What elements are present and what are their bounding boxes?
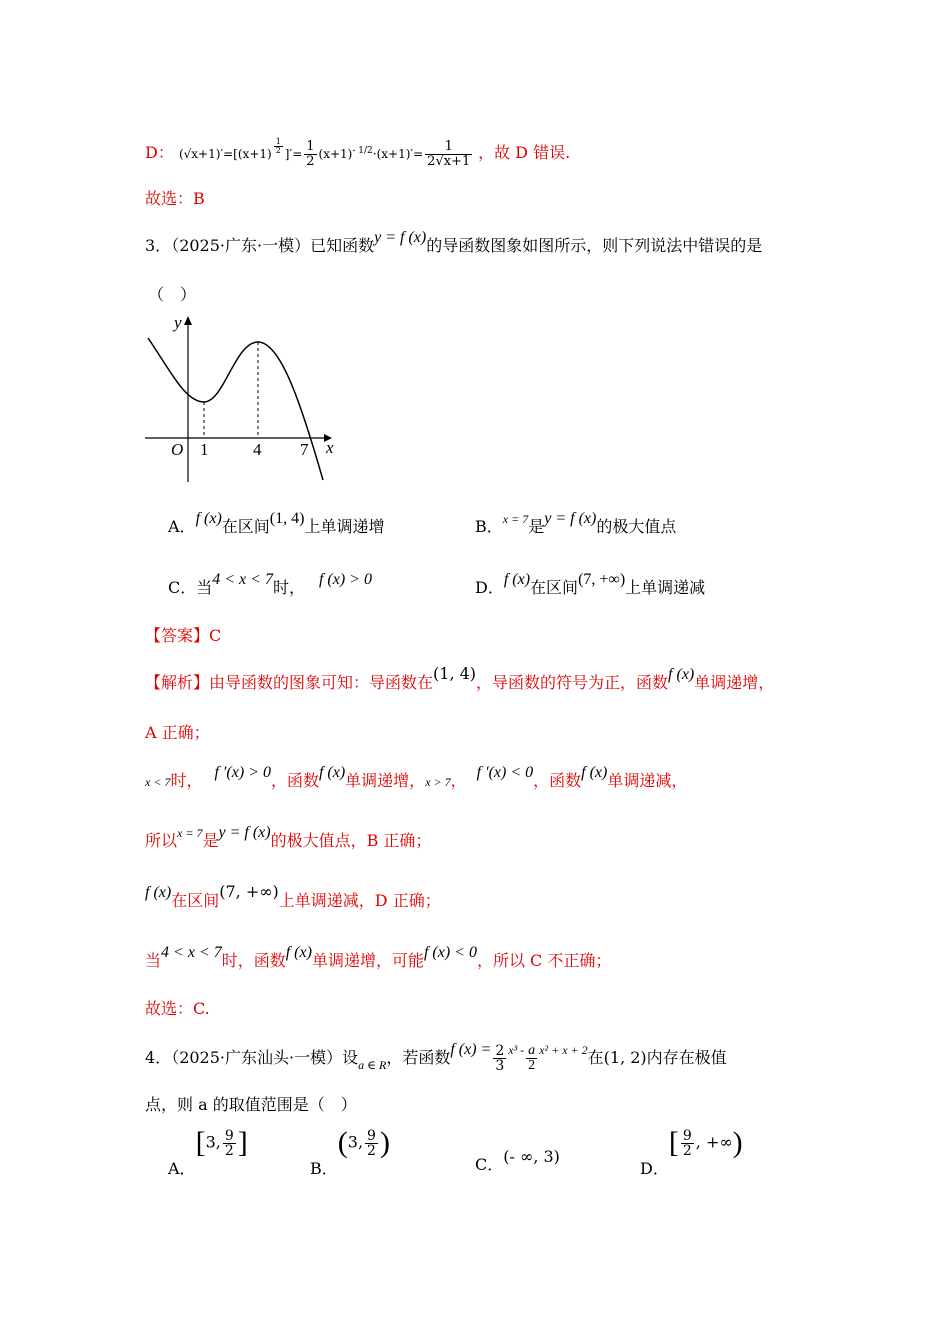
tick-4: 4 — [253, 440, 262, 459]
y-label: y — [174, 313, 182, 332]
option-d-analysis-line — [145, 137, 571, 169]
q4-option-d[interactable]: D．[ $\frac{9}{2}$ , +∞) — [640, 1126, 743, 1178]
select-b: 故选：B — [145, 189, 205, 208]
q3-option-a[interactable]: A．f (x)在区间(1, 4)上单调递增 — [168, 510, 385, 536]
analysis-line-5: f (x)在区间(7, +∞)上单调递减，D 正确； — [145, 882, 441, 910]
derivative-formula: (√x+1)′=[(x+1) $\frac{1}{2}$ ]′= $\frac{1}{2}$ $(x+1)^{- 1/2}\cdot(x+1)'=$ $\frac{1}{2√x+1}$ — [178, 137, 471, 169]
select-c: 故选：C. — [145, 999, 210, 1018]
question-3-stem: 3．（2025·广东·一模）已知函数y = f (x)的导函数图象如图所示，则下列说法中错误的是 — [145, 229, 763, 255]
question-4-stem-line-2: 点，则 a 的取值范围是（ ） — [145, 1095, 357, 1114]
analysis-line-6: 当4 < x < 7时，函数f (x)单调递增，可能f (x) < 0，所以 C 不正确； — [145, 944, 612, 970]
analysis-line-3: x < 7时， f ′(x) > 0，函数f (x)单调递增，x > 7， f ′(x) < 0，函数f (x)单调递减， — [145, 764, 688, 790]
q3-option-d[interactable]: D．f (x)在区间(7, +∞)上单调递减 — [475, 571, 706, 597]
analysis-line-4: 所以$^{x = 7}$是y = f (x)的极大值点，B 正确； — [145, 824, 432, 850]
q4-option-c[interactable]: C．(- ∞, 3) — [475, 1147, 560, 1174]
derivative-graph — [140, 310, 340, 490]
q3-option-b[interactable]: B．$^{x = 7}$是y = f (x)的极大值点 — [475, 510, 677, 536]
q3-option-c[interactable]: C．当4 < x < 7时， f (x) > 0 — [168, 571, 372, 597]
tick-1: 1 — [200, 440, 209, 459]
origin-label: O — [171, 440, 184, 459]
tick-7: 7 — [300, 440, 309, 459]
q4-option-a[interactable]: A．[3, $\frac{9}{2}$ ] — [168, 1126, 248, 1178]
y-axis-arrow — [184, 316, 192, 325]
question-3-paren: （ ） — [148, 285, 197, 304]
q4-option-b[interactable]: B．(3, $\frac{9}{2}$ ) — [310, 1126, 390, 1178]
answer-label: 【答案】C — [145, 626, 222, 645]
question-4-stem: 4．（2025·广东汕头·一模）设$_{a \in R}$，若函数f (x) = $\frac{2}{3}$ $^{x^3 -}$ $\frac{a}{2}$ $^{x^2 + x + 2}$在(1, 2)内存在极值 — [145, 1041, 727, 1074]
analysis-line-2: A 正确； — [145, 723, 210, 742]
d-conclusion: ，故 D 错误. — [478, 143, 571, 162]
analysis-line-1: 【解析】由导函数的图象可知：导函数在(1, 4)，导函数的符号为正，函数f (x)单调递增， — [145, 664, 775, 692]
x-label: x — [326, 438, 334, 457]
d-label: D： — [145, 143, 174, 162]
